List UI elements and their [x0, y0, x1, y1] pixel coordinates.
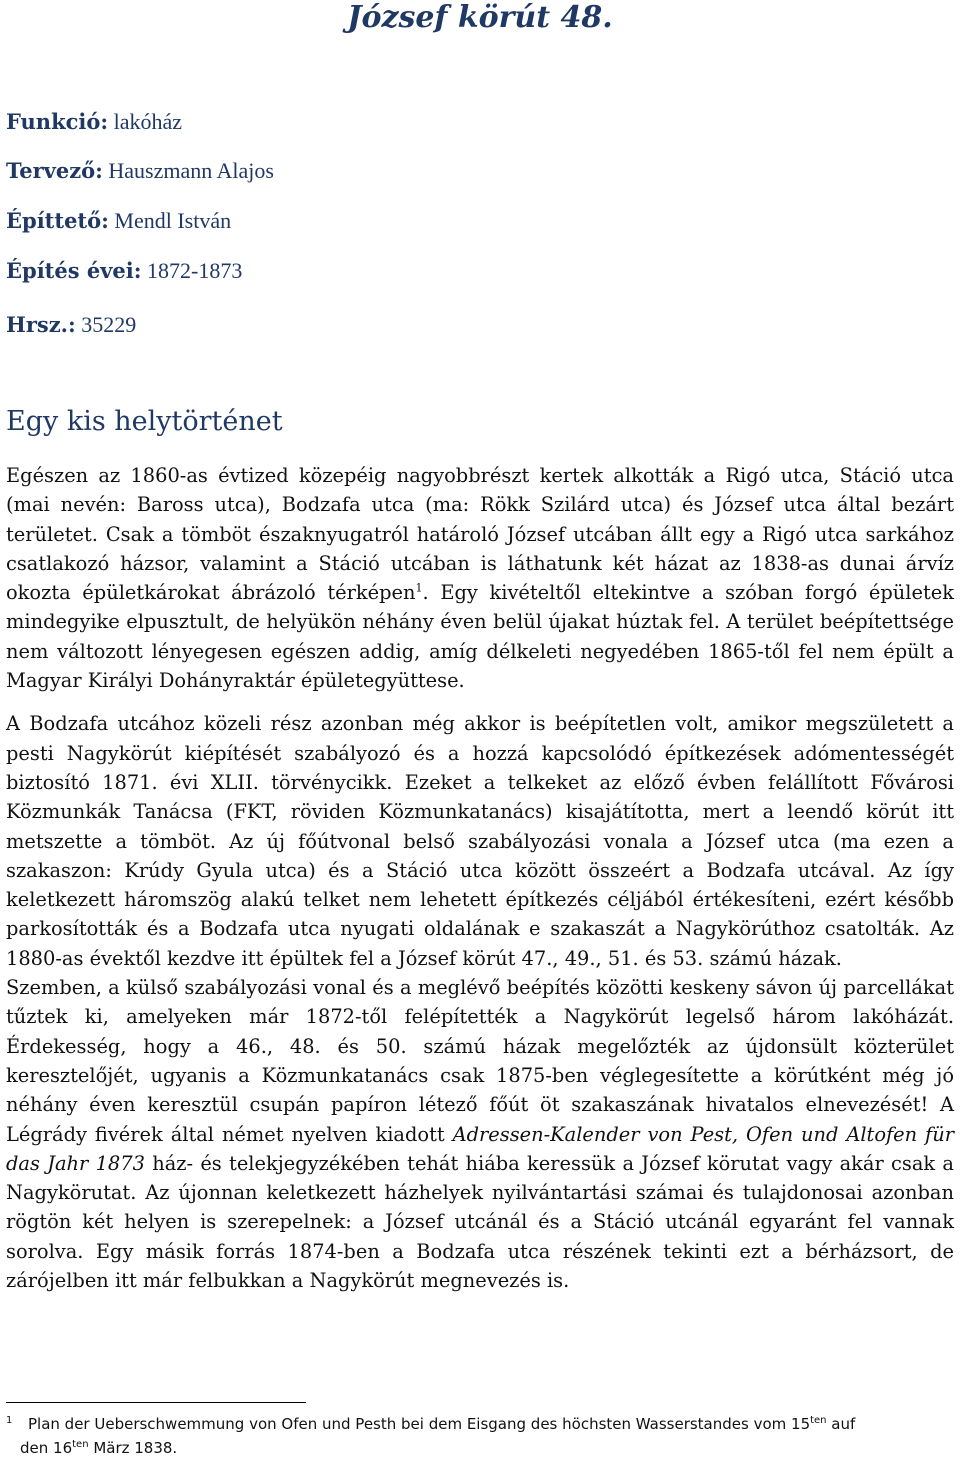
meta-label: Funkció: — [6, 109, 109, 134]
meta-value: 35229 — [75, 312, 137, 337]
footnote-sup: ten — [810, 1415, 827, 1426]
meta-value: lakóház — [108, 109, 183, 134]
book-title: Adressen-Kalender von Pest, Ofen und Altofen für das Jahr 1873 — [6, 1122, 954, 1175]
meta-row-years — [6, 257, 242, 285]
paragraph-text: ház- és telekjegyzékében tehát hiába keressük a József körutat vagy akár csak a Nagykörutat. Az újonnan keletkezett házhelyek nyilvántartási számai és tulajdonosai azonban rögtön két helyen is szerepelnek: a József utcánál és a Stáció utcánál egyaránt fel vannak sorolva. Egy másik forrás 1874-ben a Bodzafa utca részének tekinti ezt a bérházsort, de zárójelben itt már felbukkan a Nagykörút megnevezés is. — [6, 1151, 954, 1293]
footnote-text: den 16 — [20, 1439, 73, 1457]
footnote-line — [6, 1436, 960, 1460]
section-heading: Egy kis helytörténet — [6, 406, 283, 437]
meta-label: Építés évei: — [6, 258, 142, 283]
paragraph — [6, 461, 954, 695]
meta-label: Hrsz.: — [6, 312, 76, 337]
footnote-line: $^1$ Plan der Ueberschwemmung von Ofen und Pesth bei dem Eisgang des höchsten Wasserstandes vom $15^{ten}$ auf — [6, 1415, 856, 1433]
footnote — [6, 1412, 960, 1460]
meta-label: Építtető: — [6, 208, 109, 233]
meta-label: Tervező: — [6, 158, 103, 183]
meta-row-function — [6, 108, 182, 136]
body-text — [6, 461, 954, 1295]
footnote-text: auf — [826, 1415, 856, 1433]
footnote-reference[interactable]: 1 — [415, 581, 423, 595]
paragraph: A Bodzafa utcához közeli rész azonban még akkor is beépítetlen volt, amikor megszületett a pesti Nagykörút kiépítését szabályozó és a hozzá kapcsolódó építkezések adómentességét biztosító 1871. évi XLII. törvénycikk. Ezeket a telkeket az előző évben felállított Fővárosi Közmunkák Tanácsa (FKT, röviden Közmunkatanács) kisajátította, mert a leendő körút itt metszette a tömböt. Az új főútvonal belső szabályozási vonala a József utca (ma ezen a szakaszon: Krúdy Gyula utca) és a Stáció utca között összeért a Bodzafa utcával. Az így keletkezett háromszög alakú telket nem lehetett építkezés céljából értékesíteni, ezért később parkosították és a Bodzafa utca nyugati oldalának e szakaszát a Nagykörúthoz csatolták. Az 1880-as évektől kezdve itt épültek fel a József körút 47., 49., 51. és 53. számú házak. — [6, 712, 954, 970]
footnote-divider — [6, 1402, 306, 1403]
meta-value: Hauszmann Alajos — [102, 158, 274, 183]
meta-value: 1872-1873 — [141, 258, 243, 283]
meta-row-builder — [6, 207, 231, 235]
paragraph-text: Szemben, a külső szabályozási vonal és a meglévő beépítés közötti keskeny sávon új parcellákat tűztek ki, amelyeken már 1872-től felépítették a Nagykörút legelső három lakóházát. Érdekesség, hogy a 46., 48. és 50. számú házak megelőzték az újdonsült közterület keresztelőjét, ugyanis a Közmunkatanács csak 1875-ben véglegesítette a körútként még jó néhány éven keresztül csupán papíron létező főút öt szakaszának hivatalos elnevezését! A Légrády fivérek által német nyelven kiadott — [6, 976, 954, 1146]
document-title: József körút 48. — [347, 0, 613, 35]
footnote-text: März 1838. — [88, 1439, 178, 1457]
meta-value: Mendl István — [108, 208, 232, 233]
paragraph-text: . Egy kivételtől eltekintve a szóban forgó épületek mindegyike elpusztult, de helyükön néhány éven belül újakat húztak fel. A terület beépítettsége nem változott lényegesen egészen addig, amíg délkeleti negyedében 1865-től fel nem épült a Magyar Királyi Dohányraktár épületegyüttese. — [6, 581, 954, 693]
meta-row-designer — [6, 157, 274, 185]
footnote-text: Plan der Ueberschwemmung von Ofen und Pesth bei dem Eisgang des höchsten Wasserstandes vom 15 — [28, 1415, 811, 1433]
footnote-sup: ten — [72, 1439, 89, 1450]
paragraph-text: Egészen az 1860-as évtized közepéig nagyobbrészt kertek alkották a Rigó utca, Stáció utca (mai nevén: Baross utca), Bodzafa utca (ma: Rökk Szilárd utca) és József utca által bezárt területet. Csak a tömböt északnyugatról határoló József utcában állt egy a Rigó utca sarkához csatlakozó házsor, valamint a Stáció utcában is láthatunk két házat az 1838-as dunai árvíz okozta épületkárokat ábrázoló térképen — [6, 464, 954, 605]
paragraph — [6, 973, 954, 1295]
meta-row-parcel — [6, 311, 136, 339]
